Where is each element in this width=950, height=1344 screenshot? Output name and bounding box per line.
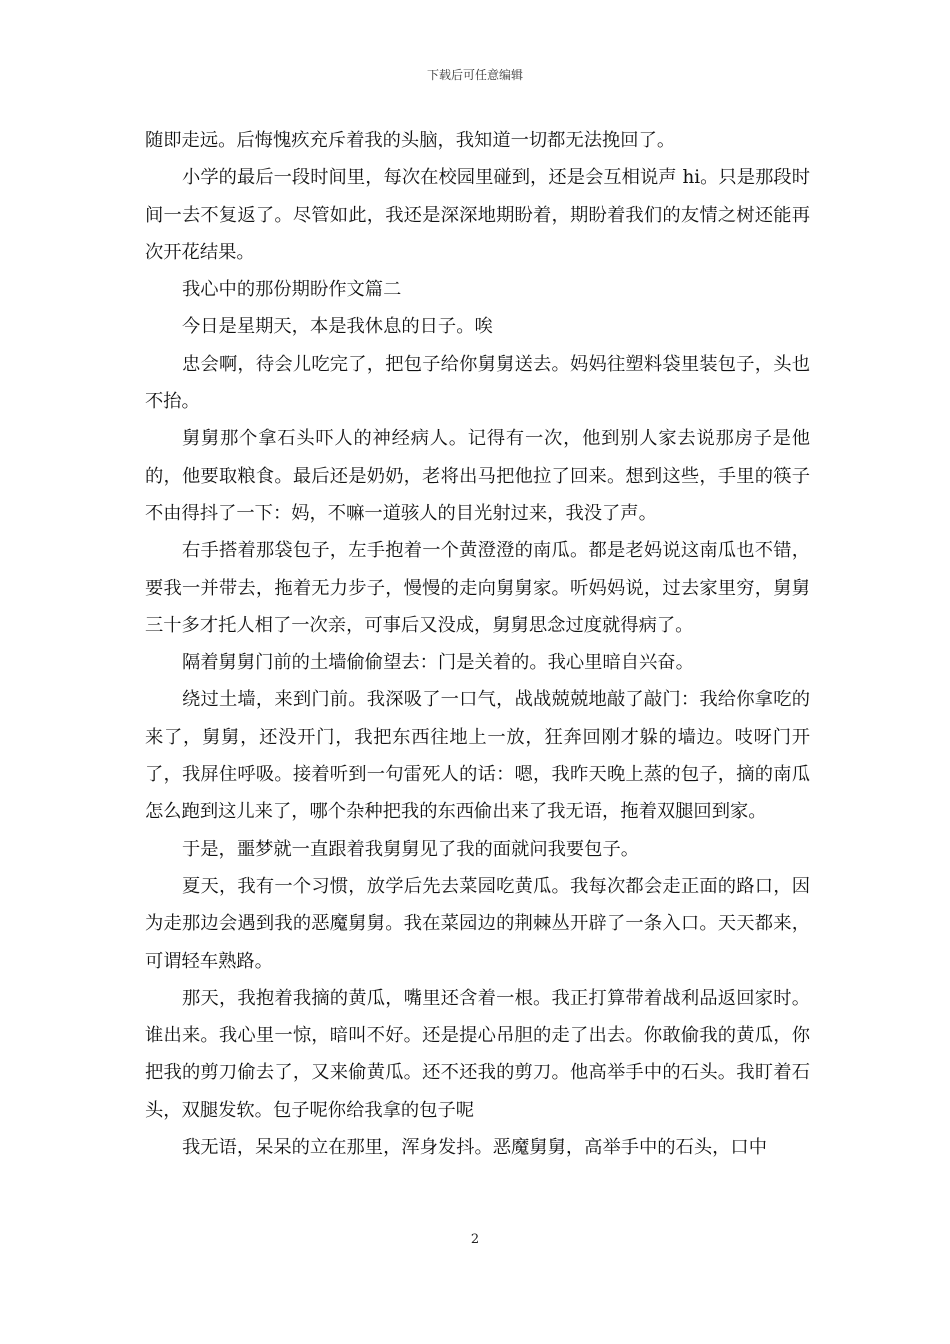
- paragraph: 右手搭着那袋包子，左手抱着一个黄澄澄的南瓜。都是老妈说这南瓜也不错，要我一并带去，拖着无力步子，慢慢的走向舅舅家。听妈妈说，过去家里穷，舅舅三十多才托人相了一次亲，可事后又没成，舅舅思念过度就得病了。: [145, 540, 810, 636]
- paragraph: 随即走远。后悔愧疚充斥着我的头脑，我知道一切都无法挽回了。: [145, 130, 676, 151]
- paragraph: 于是，噩梦就一直跟着我舅舅见了我的面就问我要包子。: [182, 838, 640, 860]
- paragraph: 那天，我抱着我摘的黄瓜，嘴里还含着一根。我正打算带着战利品返回家时。谁出来。我心里一惊，暗叫不好。还是提心吊胆的走了出去。你敢偷我的黄瓜，你把我的剪刀偷去了，又来偷黄瓜。还不还我的剪刀。他高举手中的石头。我盯着石头，双腿发软。包子呢你给我拿的包子呢: [145, 987, 810, 1121]
- paragraph: 隔着舅舅门前的土墙偷偷望去：门是关着的。我心里暗自兴奋。: [182, 652, 694, 674]
- section-heading: 我心中的那份期盼作文篇二: [182, 279, 402, 301]
- document-body: [145, 122, 810, 1166]
- paragraph: 夏天，我有一个习惯，放学后先去菜园吃黄瓜。我每次都会走正面的路口，因为走那边会遇到我的恶魔舅舅。我在菜园边的荆棘丛开辟了一条入口。天天都来，可谓轻车熟路。: [145, 875, 810, 972]
- paragraph: 忠会啊，待会儿吃完了，把包子给你舅舅送去。妈妈往塑料袋里装包子，头也不抬。: [145, 353, 810, 413]
- paragraph: 小学的最后一段时间里，每次在校园里碰到，还是会互相说声 hi。只是那段时间一去不复返了。尽管如此，我还是深深地期盼着，期盼着我们的友情之树还能再次开花结果。: [145, 167, 810, 263]
- page-header: 下载后可任意编辑: [426, 68, 523, 82]
- paragraph: 绕过土墙，来到门前。我深吸了一口气，战战兢兢地敲了敲门：我给你拿吃的来了，舅舅，还没开门，我把东西往地上一放，狂奔回刚才躲的墙边。吱呀门开了，我屏住呼吸。接着听到一句雷死人的话：嗯，我昨天晚上蒸的包子，摘的南瓜怎么跑到这儿来了，哪个杂种把我的东西偷出来了我无语，拖着双腿回到家。: [145, 689, 810, 823]
- paragraph: 舅舅那个拿石头吓人的神经病人。记得有一次，他到别人家去说那房子是他的，他要取粮食。最后还是奶奶，老将出马把他拉了回来。想到这些，手里的筷子不由得抖了一下：妈，不嘛一道骇人的目光射过来，我没了声。: [145, 428, 810, 524]
- paragraph: 我无语，呆呆的立在那里，浑身发抖。恶魔舅舅，高举手中的石头，口中: [182, 1137, 767, 1159]
- paragraph: 今日是星期天，本是我休息的日子。唉: [182, 316, 493, 338]
- page-number: 2: [470, 1232, 480, 1247]
